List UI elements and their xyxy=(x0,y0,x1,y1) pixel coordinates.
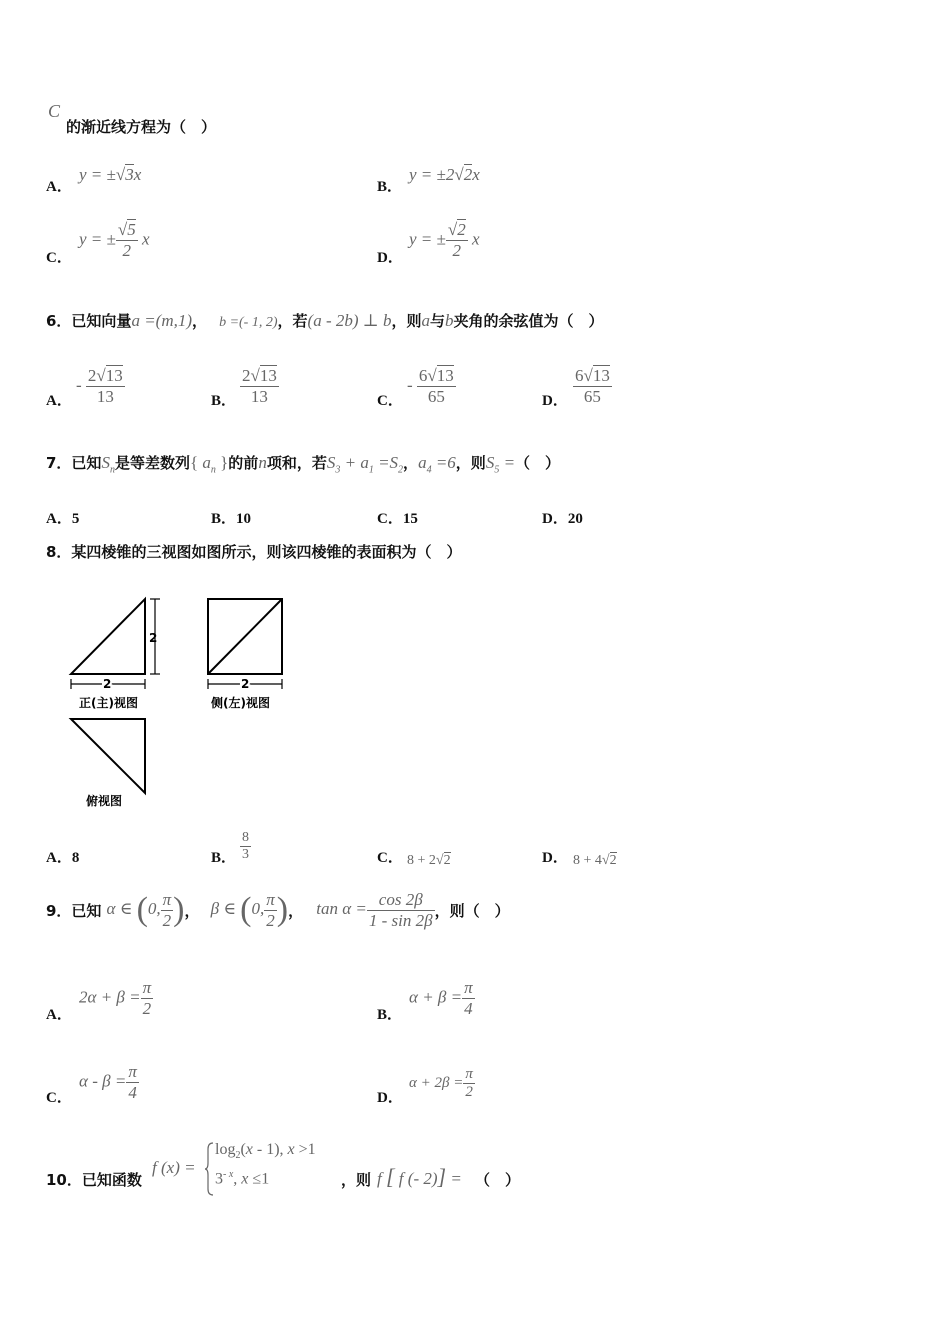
q6-condition: (a - 2b) ⊥ b xyxy=(307,311,392,330)
q10-number: 10．已知函数 xyxy=(46,1171,142,1189)
q6-option-c-label[interactable]: C． xyxy=(377,393,403,409)
q8-option-c[interactable]: 8 + 2√2 xyxy=(407,853,451,868)
q8-option-d[interactable]: 8 + 4√2 xyxy=(573,853,617,868)
q6-option-d-label[interactable]: D． xyxy=(542,393,568,409)
q9-condition: tan α = $\frac{\cos 2\beta}{1 - \sin 2\beta}$ xyxy=(316,890,433,930)
q6-option-d[interactable]: $\frac{6√13}{65}$ xyxy=(575,366,610,406)
q9-option-a[interactable]: 2α + β = $\frac{\pi}{2}$ xyxy=(79,978,152,1018)
q5-option-c[interactable]: y = ± $\frac{√5}{2}$ x xyxy=(79,220,150,260)
q5-option-c-label[interactable]: C． xyxy=(46,250,72,266)
q5-option-d-label[interactable]: D． xyxy=(377,250,403,266)
q5-option-b[interactable]: y = ±2√2x xyxy=(409,165,480,184)
q9-beta-range: β ∈ (0, $\frac{\pi}{2}$ ) xyxy=(210,890,289,930)
q9-option-d-label[interactable]: D． xyxy=(377,1090,403,1106)
q5-text: 的渐近线方程为（ ） xyxy=(66,118,217,136)
q6-number: 6．已知向量 xyxy=(46,312,132,330)
q7-condition-1: $S_3 + a_1 =S_2$ xyxy=(326,453,404,476)
q10-ze: ，则 xyxy=(341,1171,372,1189)
q6-option-c[interactable]: - $\frac{6√13}{65}$ xyxy=(407,366,454,406)
q10-function-name: f (x) = xyxy=(152,1158,196,1177)
q7-condition-2: $a_4 =6$ xyxy=(418,453,456,476)
q8-option-b-label[interactable]: B． xyxy=(211,850,237,866)
q7-s5: $S_5$ = xyxy=(485,453,516,476)
q10-expression: f [ f (- 2)] = xyxy=(377,1164,462,1189)
q7-sn: $S_n$ xyxy=(101,453,115,476)
q6-option-a-label[interactable]: A． xyxy=(46,393,72,409)
q6-option-a[interactable]: - $\frac{2√13}{13}$ xyxy=(76,366,123,406)
q5-option-d[interactable]: y = ± $\frac{√2}{2}$ x xyxy=(409,220,480,260)
q7-option-b[interactable]: B．10 xyxy=(211,511,252,527)
q6-vec-b: b =(- 1, 2) xyxy=(219,315,278,330)
top-view xyxy=(71,719,145,793)
side-width-label: 2 xyxy=(241,677,250,691)
q8-text: 8．某四棱锥的三视图如图所示，则该四棱锥的表面积为（ ） xyxy=(46,543,462,561)
q8-option-a[interactable]: A．8 xyxy=(46,850,80,866)
three-view-figure xyxy=(60,590,300,815)
q9-option-a-label[interactable]: A． xyxy=(46,1007,72,1023)
q9-alpha-range: α ∈ (0, $\frac{\pi}{2}$ ) xyxy=(106,890,185,930)
q10-piecewise xyxy=(204,1141,344,1197)
q10-case-2: $3^{- x}$, x ≤1 xyxy=(215,1169,270,1188)
q7-option-d[interactable]: D．20 xyxy=(542,511,583,527)
front-height-label: 2 xyxy=(149,631,158,645)
q5-option-a[interactable]: y = ±√3x xyxy=(79,165,142,184)
q8-option-b[interactable]: $\frac{8}{3}$ xyxy=(242,830,249,862)
side-view xyxy=(208,599,282,674)
q9-stem: 9．已知 α ∈ (0, $\frac{\pi}{2}$ )， β ∈ (0, $\frac{\pi}{2}$ )， tan α = $\frac{\cos 2\beta}{1 - \sin 2\beta}$ ，则（ ） xyxy=(46,890,510,930)
q10-tail: （ ） xyxy=(475,1171,521,1189)
front-view-caption: 正(主)视图 xyxy=(79,696,138,710)
q7-option-a[interactable]: A．5 xyxy=(46,511,80,527)
front-view xyxy=(71,599,145,674)
q9-option-b-label[interactable]: B． xyxy=(377,1007,403,1023)
front-width-label: 2 xyxy=(103,677,112,691)
q6-option-b-label[interactable]: B． xyxy=(211,393,237,409)
q9-option-b[interactable]: α + β = $\frac{\pi}{4}$ xyxy=(409,978,473,1018)
q8-option-d-label[interactable]: D． xyxy=(542,850,568,866)
q6-stem: 6．已知向量a =(m,1)， b =(- 1, 2)，若(a - 2b) ⊥ b，则a与b夹角的余弦值为（ ） xyxy=(46,311,604,330)
q9-option-c-label[interactable]: C． xyxy=(46,1090,72,1106)
brace-icon xyxy=(204,1141,214,1197)
q9-option-c[interactable]: α - β = $\frac{\pi}{4}$ xyxy=(79,1062,137,1102)
curve-c-symbol: C xyxy=(48,101,61,121)
q10-case-1: $\log_2(x - 1)$, x >1 xyxy=(215,1141,316,1162)
q7-sequence: { $a_n$ } xyxy=(189,453,229,476)
q6-option-b[interactable]: $\frac{2√13}{13}$ xyxy=(242,366,277,406)
q8-option-c-label[interactable]: C． xyxy=(377,850,403,866)
q6-vec-a: a =(m,1) xyxy=(131,311,193,330)
q7-stem: 7．已知$S_n$是等差数列{ $a_n$ }的前n项和，若$S_3 + a_1 =S_2$，$a_4 =6$，则$S_5$ =（ ） xyxy=(46,453,561,476)
side-view-caption: 侧(左)视图 xyxy=(211,696,270,710)
top-view-caption: 俯视图 xyxy=(86,794,123,808)
q5-option-a-label[interactable]: A． xyxy=(46,179,72,195)
q9-option-d[interactable]: α + 2β = $\frac{\pi}{2}$ xyxy=(409,1066,473,1100)
q5-option-b-label[interactable]: B． xyxy=(377,179,403,195)
q7-option-c[interactable]: C．15 xyxy=(377,511,418,527)
